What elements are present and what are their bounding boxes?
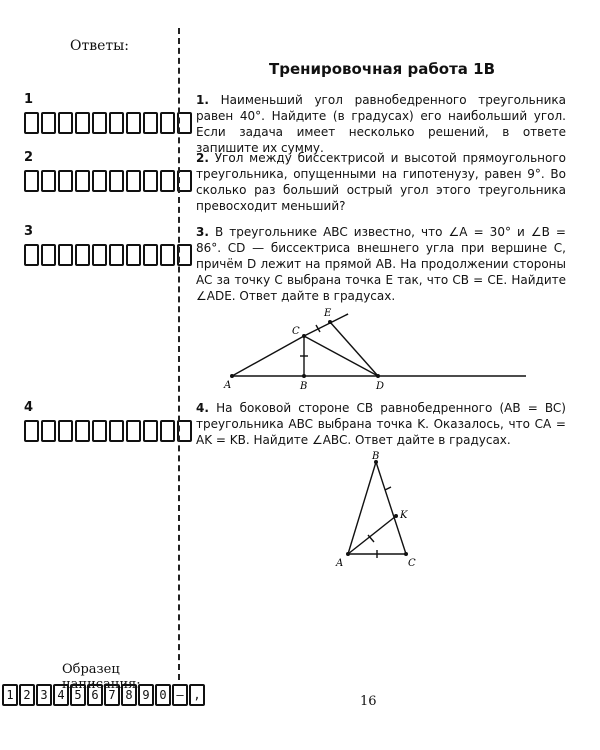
tick-kb [385, 487, 391, 490]
label-a: A [224, 380, 232, 391]
answer-boxes[interactable] [24, 420, 194, 442]
label-a: A [336, 558, 344, 569]
answer-boxes[interactable] [24, 112, 194, 134]
segment-ac [232, 336, 304, 376]
label-b: B [300, 381, 308, 392]
answers-column [0, 0, 201, 750]
segment-bc [376, 462, 406, 554]
segment-ak [348, 516, 396, 554]
segment-cd [304, 336, 378, 376]
page-number: 16 [360, 694, 377, 709]
answer-number: 2 [24, 150, 34, 165]
label-d: D [376, 381, 385, 392]
sample-char: , [189, 684, 205, 706]
label-k: K [400, 510, 408, 521]
answer-number: 4 [24, 400, 34, 415]
sample-char: 7 [104, 684, 120, 706]
answer-block-1 [24, 92, 194, 134]
sample-char: 5 [70, 684, 86, 706]
task-4 [196, 400, 566, 448]
answer-boxes[interactable] [24, 244, 194, 266]
figure-task-4 [330, 450, 430, 574]
task-1 [196, 92, 566, 156]
task-number: 1. [196, 93, 209, 107]
task-number: 3. [196, 225, 209, 239]
answers-title: Ответы: [70, 38, 129, 54]
sample-char: 6 [87, 684, 103, 706]
work-title: Тренировочная работа 1В [268, 60, 496, 78]
label-e: E [324, 308, 332, 319]
answer-boxes[interactable] [24, 170, 194, 192]
sample-char: — [172, 684, 188, 706]
sample-char: 0 [155, 684, 171, 706]
answer-number: 1 [24, 92, 34, 107]
sample-char: 2 [19, 684, 35, 706]
task-text: В треугольнике ABC известно, что ∠A = 30° и ∠B = 86°. CD — биссектриса внешнего угла при вершине C, причём D лежит на прямой AB. На продолжении стороны AC за точку C выбрана точка E так, что CB = CE. Найдите ∠ADE. Ответ дайте в градусах. [196, 225, 566, 303]
task-text: На боковой стороне CB равнобедренного (AB = BC) треугольника ABC выбрана точка K. Оказалось, что CA = AK = KB. Найдите ∠ABC. Ответ дайте в градусах. [196, 401, 566, 447]
sample-digits [2, 684, 206, 706]
label-b: B [372, 451, 380, 462]
sample-char: 9 [138, 684, 154, 706]
sample-char: 8 [121, 684, 137, 706]
answer-number: 3 [24, 224, 34, 239]
sample-char: 4 [53, 684, 69, 706]
task-text: Угол между биссектрисой и высотой прямоугольного треугольника, опущенными на гипотенузу, равен 9°. Во сколько раз больший острый угол этого треугольника превосходит меньший? [196, 151, 566, 213]
label-c: C [292, 326, 300, 337]
answer-block-4 [24, 400, 194, 442]
task-number: 2. [196, 151, 209, 165]
dashed-divider [178, 28, 180, 680]
sample-label: Образец написания: [62, 662, 141, 692]
sample-char: 1 [2, 684, 18, 706]
segment-ce-extension [346, 314, 348, 315]
task-number: 4. [196, 401, 209, 415]
segment-ed [330, 322, 378, 376]
figure-task-3 [220, 300, 540, 392]
label-c: C [408, 558, 416, 569]
task-text: Наименьший угол равнобедренного треугольника равен 40°. Найдите (в градусах) его наибольший угол. Если задача имеет несколько решений, в ответе запишите их сумму. [196, 93, 566, 155]
answer-block-3 [24, 224, 194, 266]
task-2 [196, 150, 566, 214]
sample-char: 3 [36, 684, 52, 706]
task-3 [196, 224, 566, 304]
answer-block-2 [24, 150, 194, 192]
